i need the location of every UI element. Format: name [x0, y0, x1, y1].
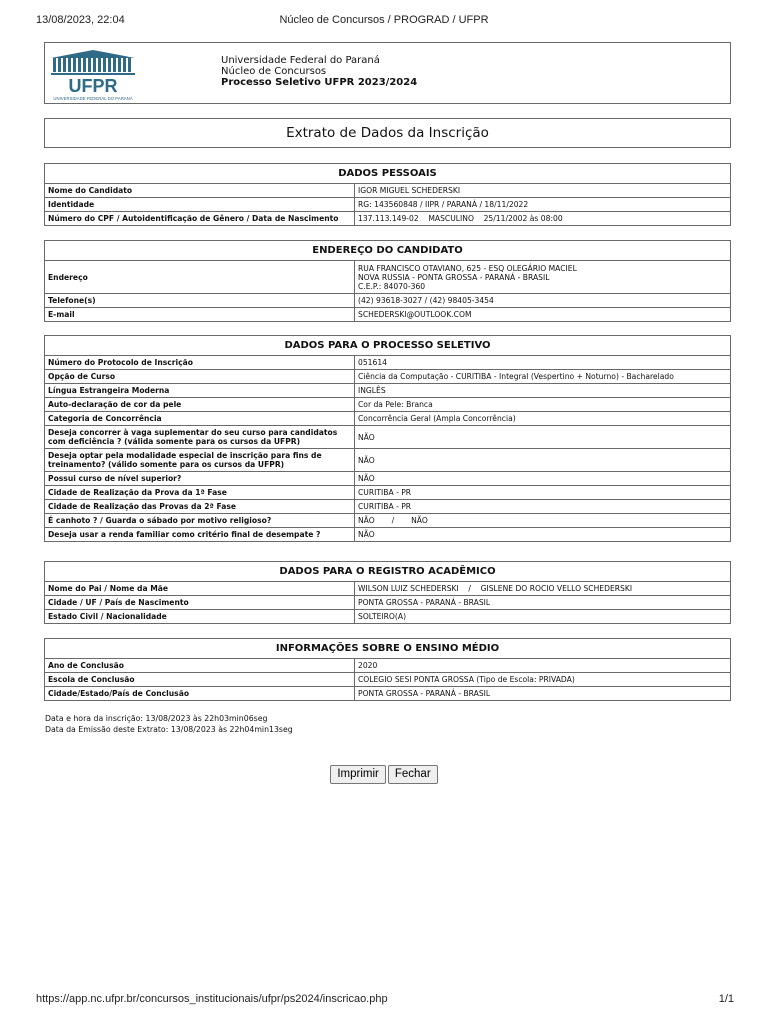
table-row	[45, 198, 731, 212]
row-value: NÃO / NÃO	[355, 514, 731, 528]
print-button[interactable]: Imprimir	[330, 765, 386, 784]
table-row	[45, 426, 731, 449]
row-value: Cor da Pele: Branca	[355, 398, 731, 412]
row-label: Deseja optar pela modalidade especial de inscrição para fins de treinamento? (válido somente para os cursos da UFPR)	[45, 449, 355, 472]
row-label: E-mail	[45, 308, 355, 322]
print-page-count: 1/1	[718, 993, 734, 1005]
row-label: Nome do Candidato	[45, 184, 355, 198]
process-heading: DADOS PARA O PROCESSO SELETIVO	[45, 336, 731, 356]
table-row	[45, 528, 731, 542]
emission-datetime: Data da Emissão deste Extrato: 13/08/2023 às 22h04min13seg	[45, 724, 293, 734]
table-row	[45, 261, 731, 294]
table-row	[45, 610, 731, 624]
table-row	[45, 514, 731, 528]
row-value: CURITIBA - PR	[355, 500, 731, 514]
row-label: Auto-declaração de cor da pele	[45, 398, 355, 412]
department-name: Núcleo de Concursos	[221, 66, 327, 77]
row-value: SOLTEIRO(A)	[355, 610, 731, 624]
print-datetime: 13/08/2023, 22:04	[36, 14, 125, 26]
address-table	[44, 240, 731, 322]
row-value: 051614	[355, 356, 731, 370]
table-row	[45, 370, 731, 384]
table-row	[45, 659, 731, 673]
address-value	[355, 261, 731, 294]
row-value: RG: 143560848 / IIPR / PARANÁ / 18/11/2022	[355, 198, 731, 212]
action-buttons	[0, 765, 768, 784]
personal-data-table	[44, 163, 731, 226]
table-row	[45, 596, 731, 610]
row-value: Concorrência Geral (Ampla Concorrência)	[355, 412, 731, 426]
table-row	[45, 412, 731, 426]
email-value: SCHEDERSKI@OUTLOOK.COM	[355, 308, 731, 322]
table-row	[45, 384, 731, 398]
logo-text: UFPR	[68, 76, 118, 96]
table-row	[45, 356, 731, 370]
academic-heading: DADOS PARA O REGISTRO ACADÊMICO	[45, 562, 731, 582]
row-label: Identidade	[45, 198, 355, 212]
ufpr-logo	[49, 50, 137, 102]
address-line: RUA FRANCISCO OTAVIANO, 625 - ESQ OLEGÁRIO MACIEL	[358, 263, 577, 273]
row-label: Opção de Curso	[45, 370, 355, 384]
page-title: Extrato de Dados da Inscrição	[44, 118, 731, 148]
table-row	[45, 472, 731, 486]
row-label: Nome do Pai / Nome da Mãe	[45, 582, 355, 596]
row-value: CURITIBA - PR	[355, 486, 731, 500]
institution-header	[44, 42, 731, 104]
row-label: É canhoto ? / Guarda o sábado por motivo religioso?	[45, 514, 355, 528]
row-label: Telefone(s)	[45, 294, 355, 308]
table-row	[45, 673, 731, 687]
address-line: C.E.P.: 84070-360	[358, 281, 426, 291]
print-url: https://app.nc.ufpr.br/concursos_institucionais/ufpr/ps2024/inscricao.php	[36, 993, 388, 1005]
row-label: Deseja usar a renda familiar como critério final de desempate ?	[45, 528, 355, 542]
row-label: Estado Civil / Nacionalidade	[45, 610, 355, 624]
address-heading: ENDEREÇO DO CANDIDATO	[45, 241, 731, 261]
print-page-title: Núcleo de Concursos / PROGRAD / UFPR	[279, 14, 489, 26]
registration-datetime: Data e hora da inscrição: 13/08/2023 às 22h03min06seg	[45, 714, 268, 723]
print-footer	[0, 993, 768, 1009]
institution-text	[221, 55, 417, 88]
row-label: Ano de Conclusão	[45, 659, 355, 673]
row-value: INGLÊS	[355, 384, 731, 398]
table-row	[45, 486, 731, 500]
row-label: Escola de Conclusão	[45, 673, 355, 687]
row-value: PONTA GROSSA - PARANÁ - BRASIL	[355, 687, 731, 701]
row-value: 2020	[355, 659, 731, 673]
address-line: NOVA RUSSIA - PONTA GROSSA - PARANÁ - BRASIL	[358, 272, 550, 282]
table-row	[45, 500, 731, 514]
phone-value: (42) 93618-3027 / (42) 98405-3454	[355, 294, 731, 308]
timestamps	[45, 714, 293, 735]
table-row	[45, 294, 731, 308]
row-value: 137.113.149-02 MASCULINO 25/11/2002 às 08:00	[355, 212, 731, 226]
academic-table	[44, 561, 731, 624]
row-value: WILSON LUIZ SCHEDERSKI / GISLENE DO ROCIO VELLO SCHEDERSKI	[355, 582, 731, 596]
highschool-table	[44, 638, 731, 701]
row-label: Número do Protocolo de Inscrição	[45, 356, 355, 370]
row-value: NÃO	[355, 449, 731, 472]
row-label: Cidade/Estado/País de Conclusão	[45, 687, 355, 701]
personal-heading: DADOS PESSOAIS	[45, 164, 731, 184]
row-label: Número do CPF / Autoidentificação de Gênero / Data de Nascimento	[45, 212, 355, 226]
row-label: Língua Estrangeira Moderna	[45, 384, 355, 398]
logo-subtext: UNIVERSIDADE FEDERAL DO PARANÁ	[53, 96, 133, 101]
row-value: NÃO	[355, 528, 731, 542]
row-label: Cidade de Realização da Prova da 1ª Fase	[45, 486, 355, 500]
row-value: IGOR MIGUEL SCHEDERSKI	[355, 184, 731, 198]
row-value: PONTA GROSSA - PARANÁ - BRASIL	[355, 596, 731, 610]
table-row	[45, 184, 731, 198]
university-name: Universidade Federal do Paraná	[221, 55, 380, 66]
print-header	[0, 14, 768, 30]
table-row	[45, 212, 731, 226]
row-label: Categoria de Concorrência	[45, 412, 355, 426]
row-value: NÃO	[355, 426, 731, 449]
table-row	[45, 582, 731, 596]
row-label: Cidade / UF / País de Nascimento	[45, 596, 355, 610]
row-label: Deseja concorrer à vaga suplementar do seu curso para candidatos com deficiência ? (válida somente para os cursos da UFPR)	[45, 426, 355, 449]
highschool-heading: INFORMAÇÕES SOBRE O ENSINO MÉDIO	[45, 639, 731, 659]
table-row	[45, 449, 731, 472]
row-label: Cidade de Realização das Provas da 2ª Fase	[45, 500, 355, 514]
row-label: Endereço	[45, 261, 355, 294]
close-button[interactable]: Fechar	[388, 765, 438, 784]
row-value: NÃO	[355, 472, 731, 486]
row-value: Ciência da Computação - CURITIBA - Integral (Vespertino + Noturno) - Bacharelado	[355, 370, 731, 384]
table-row	[45, 308, 731, 322]
row-value: COLEGIO SESI PONTA GROSSA (Tipo de Escola: PRIVADA)	[355, 673, 731, 687]
table-row	[45, 398, 731, 412]
table-row	[45, 687, 731, 701]
process-name: Processo Seletivo UFPR 2023/2024	[221, 77, 418, 88]
process-table	[44, 335, 731, 542]
row-label: Possui curso de nível superior?	[45, 472, 355, 486]
